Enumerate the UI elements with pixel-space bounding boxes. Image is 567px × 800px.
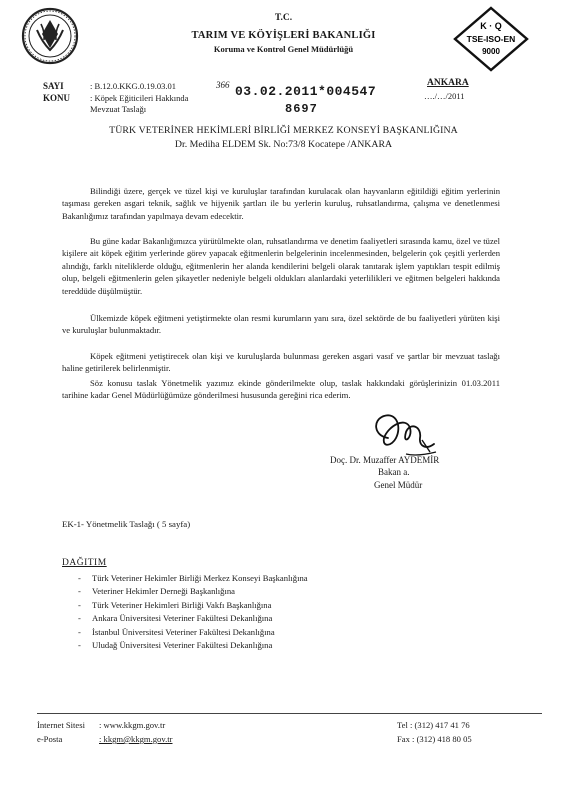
website-label: İnternet Sitesi — [37, 720, 85, 730]
ministry-name: TARIM VE KÖYİŞLERİ BAKANLIĞI — [191, 30, 376, 41]
signatory-title-1: Bakan a. — [378, 467, 410, 477]
fax-number: Fax : (312) 418 80 05 — [397, 734, 472, 744]
registry-stamp-number: 03.02.2011*004547 — [235, 84, 377, 99]
recipient-address: Dr. Mediha ELDEM Sk. No:73/8 Kocatepe /ANKARA — [174, 139, 393, 150]
paragraph-text: Bilindiği üzere, gerçek ve tüzel kişi ve kuruluşlar tarafından kurulacak olan hayvanların eğitildiği eğitim yerlerinin taşıması gereken asgari teknik, sağlık ve hijyenik şartları ile bu yerlerin kuruluş, ruhsatlandırma, çalışma ve denetlenmesi Bakanlığımız tarafından yapılmaya devam edecektir. — [62, 186, 500, 221]
konu-label: KONU — [43, 93, 70, 103]
list-item: - Türk Veteriner Hekimleri Birliği Vakfı Başkanlığına — [78, 599, 308, 612]
tse-badge-bottom: 9000 — [482, 47, 500, 56]
place-label: ANKARA — [427, 78, 469, 88]
tc-heading: T.C. — [274, 13, 293, 23]
paragraph-text: Söz konusu taslak Yönetmelik yazımız ekinde gönderilmekte olup, taslak hakkındaki görüşlerinizin 01.03.2011 tarihine kadar Genel Müdürlüğümüze gönderilmesi hususunda gereğini rica ederim. — [62, 378, 500, 401]
registry-stamp-sub-number: 8697 — [285, 102, 318, 116]
list-item: - İstanbul Üniversitesi Veteriner Fakültesi Dekanlığına — [78, 626, 308, 639]
list-item: - Uludağ Üniversitesi Veteriner Fakültesi Dekanlığına — [78, 639, 308, 652]
paragraph-text: Köpek eğitmeni yetiştirecek olan kişi ve kuruluşlarda bulunması gereken asgari vasıf ve şartlar bir mevzuat taslağı haline getirilerek belirlenmiştir. — [62, 351, 500, 374]
distribution-heading: DAĞITIM — [62, 558, 107, 568]
body-paragraph-2 — [62, 235, 500, 297]
konu-value: : Köpek Eğiticileri Hakkında — [90, 93, 189, 103]
sayi-handwritten-number: 366 — [216, 80, 230, 90]
signatory-name: Doç. Dr. Muzaffer AYDEMİR — [330, 455, 440, 465]
sayi-value: : B.12.0.KKG.0.19.03.01 — [90, 81, 176, 91]
list-item: - Veteriner Hekimler Derneği Başkanlığına — [78, 585, 308, 598]
signatory-title-2: Genel Müdür — [374, 480, 423, 490]
tse-badge-top: K · Q — [480, 21, 502, 31]
body-paragraph-4 — [62, 350, 500, 375]
email-label: e-Posta — [37, 734, 63, 744]
list-item: - Türk Veteriner Hekimler Birliği Merkez Konseyi Başkanlığına — [78, 572, 308, 585]
phone-number: Tel : (312) 417 41 76 — [397, 720, 470, 730]
body-paragraph-3 — [62, 312, 500, 337]
footer-divider — [37, 713, 542, 714]
sayi-label: SAYI — [43, 81, 64, 91]
recipient-title: TÜRK VETERİNER HEKİMLERİ BİRLİĞİ MERKEZ KONSEYİ BAŞKANLIĞINA — [109, 125, 458, 136]
website-link[interactable]: : www.kkgm.gov.tr — [99, 720, 166, 730]
distribution-list — [78, 572, 308, 652]
paragraph-text: Ülkemizde köpek eğitmeni yetiştirmekte olan resmi kurumların yanı sıra, özel sektörde de bu faaliyetleri yürüten kişi ve kuruluşlar bulunmaktadır. — [62, 313, 500, 336]
tse-iso-badge — [452, 5, 530, 73]
body-paragraph-1 — [62, 185, 500, 222]
date-label: …./…/2011 — [424, 91, 465, 101]
list-item: - Ankara Üniversitesi Veteriner Fakültesi Dekanlığına — [78, 612, 308, 625]
paragraph-text: Bu güne kadar Bakanlığımızca yürütülmekte olan, ruhsatlandırma ve denetim faaliyetleri sırasında kamu, özel ve tüzel kişilere ait köpek eğitim yerlerinde görev yapacak eğitmenlerin belgelerinin incelenmesinden, belgelerin çok çeşitli yerlerden alındığı, farklı niteliklerde olduğu, eğitmenlerin her alanda kendilerini belgeli olarak tanıtarak işlem yaptıkları tespit edilmiş olup, belgeli eğitmenlerin gelen şikayetler nedeniyle belgeli oldukları alanlardaki yeterlilikleri ve eğitmen belgeleri hakkında tereddüde düşülmüştür. — [62, 236, 500, 296]
department-name: Koruma ve Kontrol Genel Müdürlüğü — [213, 44, 354, 54]
attachment-note: EK-1- Yönetmelik Taslağı ( 5 sayfa) — [62, 519, 191, 529]
konu-value-line2: Mevzuat Taslağı — [90, 104, 147, 114]
tse-badge-middle: TSE-ISO-EN — [466, 34, 516, 44]
email-link[interactable]: : kkgm@kkgm.gov.tr — [99, 734, 173, 744]
body-paragraph-5 — [62, 377, 500, 402]
